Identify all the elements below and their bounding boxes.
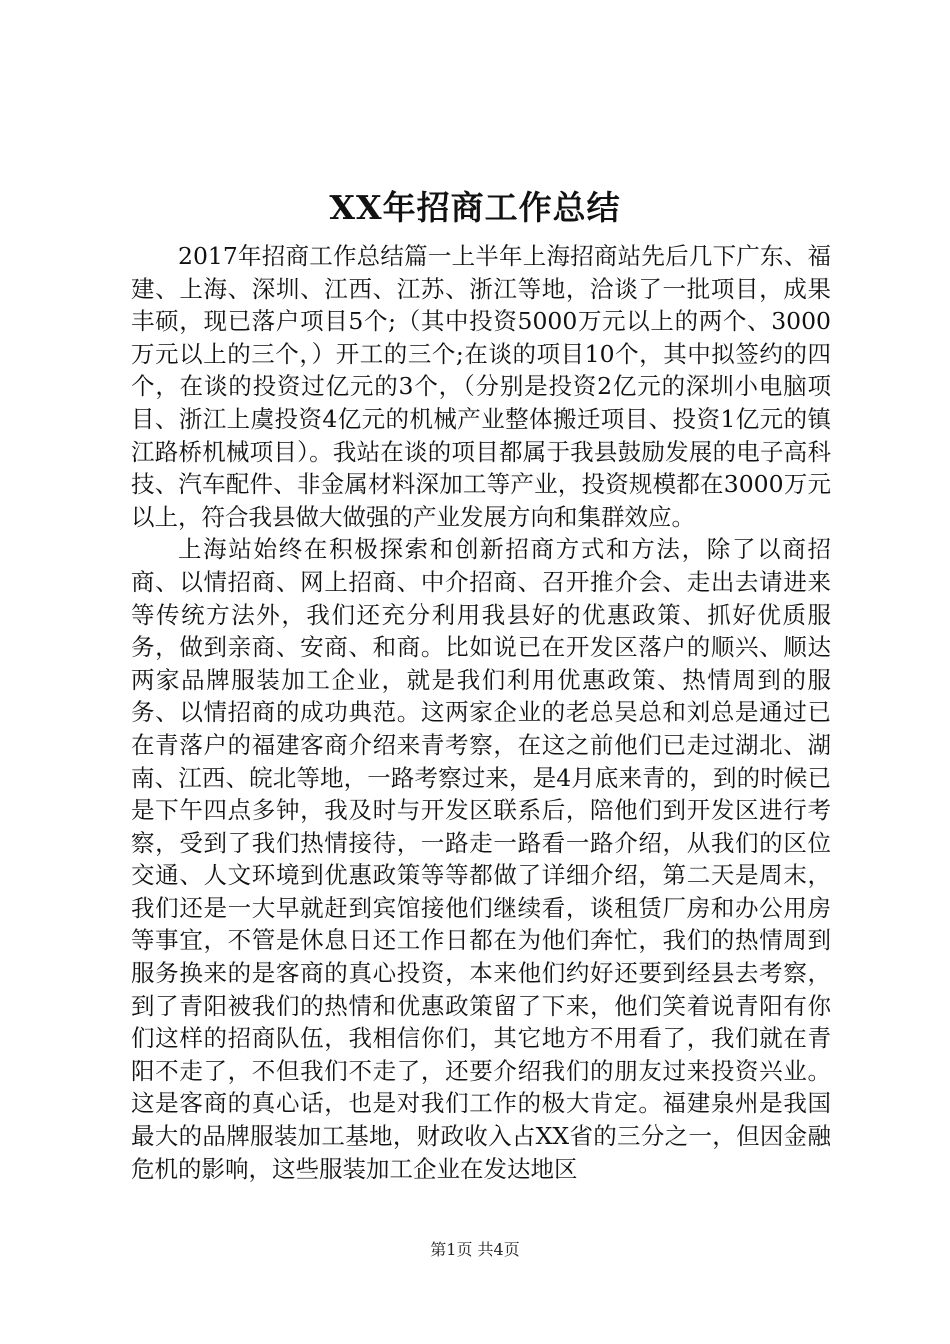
paragraph-2: 上海站始终在积极探索和创新招商方式和方法，除了以商招商、以情招商、网上招商、中介招商、召开推介会、走出去请进来等传统方法外，我们还充分利用我县好的优惠政策、抓好优质服务，做到亲商、安商、和商。比如说已在开发区落户的顺兴、顺达两家品牌服装加工企业，就是我们利用优惠政策、热情周到的服务、以情招商的成功典范。这两家企业的老总吴总和刘总是通过已在青落户的福建客商介绍来青考察，在这之前他们已走过湖北、湖南、江西、皖北等地，一路考察过来，是4月底来青的，到的时候已是下午四点多钟，我及时与开发区联系后，陪他们到开发区进行考察，受到了我们热情接待，一路走一路看一路介绍，从我们的区位交通、人文环境到优惠政策等等都做了详细介绍，第二天是周末，我们还是一大早就赶到宾馆接他们继续看，谈租赁厂房和办公用房等事宜，不管是休息日还工作日都在为他们奔忙，我们的热情周到服务换来的是客商的真心投资，本来他们约好还要到经县去考察，到了青阳被我们的热情和优惠政策留了下来，他们笑着说青阳有你们这样的招商队伍，我相信你们，其它地方不用看了，我们就在青阳不走了，不但我们不走了，还要介绍我们的朋友过来投资兴业。这是客商的真心话，也是对我们工作的极大肯定。福建泉州是我国最大的品牌服装加工基地，财政收入占XX省的三分之一，但因金融危机的影响，这些服装加工企业在发达地区 [131, 535, 831, 1183]
page-number-footer: 第1页 共4页 [430, 1240, 520, 1259]
document-body [131, 240, 831, 1185]
paragraph-1: 2017年招商工作总结篇一上半年上海招商站先后几下广东、福建、上海、深圳、江西、江苏、浙江等地，洽谈了一批项目，成果丰硕，现已落户项目5个;（其中投资5000万元以上的两个、3000万元以上的三个，）开工的三个;在谈的项目10个，其中拟签约的四个，在谈的投资过亿元的3个，（分别是投资2亿元的深圳小电脑项目、浙江上虞投资4亿元的机械产业整体搬迁项目、投资1亿元的镇江路桥机械项目）。我站在谈的项目都属于我县鼓励发展的电子高科技、汽车配件、非金属材料深加工等产业，投资规模都在3000万元以上，符合我县做大做强的产业发展方向和集群效应。 [131, 242, 831, 531]
document-title: XX年招商工作总结 [329, 188, 621, 227]
